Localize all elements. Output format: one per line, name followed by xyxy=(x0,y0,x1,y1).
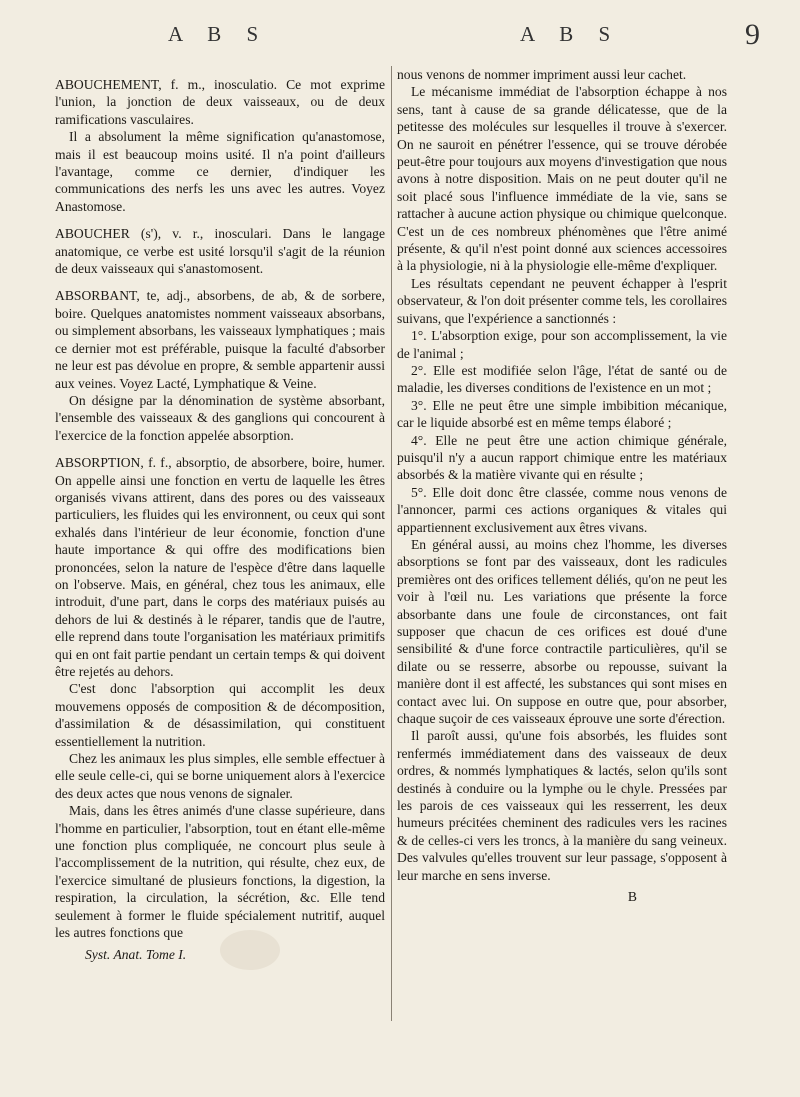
paragraph: En général aussi, au moins chez l'homme, les diverses absorptions se font par des vaisseaux, dont les radicules premières ont des orifices tellement déliés, qu'on ne peut les voir à l'œil nu. Les variations que présente la force absorbante dans une foule de circonstances, ont fait supposer que chacun de ces orifices est doué d'une sensibilité & d'une force contractile particulières, qu'il se dilate ou se resserre, absorbe ou repousse, suivant la manière dont il est affecté, les substances qui sont mises en contact avec lui. On suppose en outre que, pour absorber, chaque suçoir de ces vaisseaux éprouve une sorte d'érection. xyxy=(397,536,727,727)
paragraph: 3°. Elle ne peut être une simple imbibition mécanique, car le liquide absorbé est en même temps élaboré ; xyxy=(397,397,727,431)
dictionary-entry: ABSORPTION, f. f., absorptio, de absorbere, boire, humer. On appelle ainsi une fonction en vertu de laquelle les êtres organisés vivans attirent, dans des pores ou des vaisseaux particuliers, les fluides qui les environnent, ou ceux qui sont exhalés dans l'intérieur de leur économie, fonction d'une haute importance & qui offre des modifications bien prononcées, selon la nature de l'espèce d'être dans laquelle on l'observe. Mais, en général, chez tous les animaux, elle introduit, d'une part, dans le corps des matériaux puisés au dehors de lui & destinés à le réparer, tandis que de l'autre, elle reprend dans toute l'organisation les matériaux primitifs qui en ont fait partie pendant un certain temps & qui doivent être rejetés au dehors. xyxy=(55,455,385,679)
paragraph: Le mécanisme immédiat de l'absorption échappe à nos sens, tant à cause de sa grande délicatesse, que de la petitesse des molécules sur lesquelles il trouve à s'exercer. On ne sauroit en pénétrer l'essence, qui se trouve dérobée peut-être pour toujours aux moyens d'investigation que nous avons à notre disposition. Mais on ne peut douter qu'il ne soit placé sous l'influence immédiate de la vie, sans se rattacher à aucune action physique ou chimique quelconque. C'est un de ces nombreux phénomènes que l'être animé présente, & qu'il n'est point donné aux sciences accessoires à la physiologie, ni à la physiologie elle-même d'expliquer. xyxy=(397,84,727,274)
paragraph: On désigne par la dénomination de système absorbant, l'ensemble des vaisseaux & des ganglions qui concourent à l'exercice de la fonction appelée absorption. xyxy=(55,392,385,443)
paragraph: Mais, dans les êtres animés d'une classe supérieure, dans l'homme en particulier, l'absorption, tout en étant elle-même une fonction plus compliquée, ne concourt plus seule à l'accomplissement de la nutrition, qui résulte, chez eux, de l'exercice simultané de plusieurs fonctions, la digestion, la respiration, la circulation, la sécrétion, &c. Elle tend seulement à former le fluide spécialement nutritif, auquel les autres fonctions que xyxy=(55,803,385,941)
paragraph: Il a absolument la même signification qu'anastomose, mais il est beaucoup moins usité. Il n'a point d'ailleurs l'avantage, comme ce dernier, d'indiquer les communications des nerfs les uns avec les autres. Voyez Anastomose. xyxy=(55,129,385,214)
paragraph: C'est donc l'absorption qui accomplit les deux mouvemens opposés de composition & de décomposition, d'assimilation & de désassimilation, qui constituent essentiellement la nutrition. xyxy=(55,681,385,749)
column-rule xyxy=(391,66,392,1021)
running-head-left: A B S xyxy=(168,22,269,46)
paragraph: 4°. Elle ne peut être une action chimique générale, puisqu'il n'y a aucun rapport chimique entre les matériaux absorbés & la matière vivante qui en résulte ; xyxy=(397,432,727,483)
paragraph: Il paroît aussi, qu'une fois absorbés, les fluides sont renfermés immédiatement dans des vaisseaux de deux ordres, & nommés lymphatiques & lactés, selon qu'ils sont destinés à conduire ou la lymphe ou le chyle. Pressées par les parois de ces vaisseaux qui les resserrent, les deux humeurs précitées cheminent des radicules vers les racines & de celles-ci vers les troncs, à la manière du sang veineux. Des valvules qu'elles trouvent sur leur passage, s'opposent à leur marche en sens inverse. xyxy=(397,728,727,883)
dictionary-entry: ABOUCHEMENT, f. m., inosculatio. Ce mot exprime l'union, la jonction de deux vaisseaux, ou de deux ramifications vasculaires. xyxy=(55,77,385,127)
right-column xyxy=(397,66,727,906)
dictionary-entry: ABOUCHER (s'), v. r., inosculari. Dans le langage anatomique, ce verbe est usité lorsqu'il s'agit de la réunion de deux vaisseaux qui s'anastomosent. xyxy=(55,226,385,277)
signature-mark: Syst. Anat. Tome I. xyxy=(85,946,187,962)
left-column xyxy=(55,66,385,963)
paragraph: 1°. L'absorption exige, pour son accomplissement, la vie de l'animal ; xyxy=(397,328,727,361)
paragraph: 5°. Elle doit donc être classée, comme nous venons de l'annoncer, parmi ces actions organiques & vitales qui appartiennent exclusivement aux êtres vivans. xyxy=(397,484,727,535)
paragraph: Chez les animaux les plus simples, elle semble effectuer à elle seule celle-ci, qui se borne uniquement alors à l'exercice des deux actes que nous venons de signaler. xyxy=(55,751,385,801)
continued-paragraph: nous venons de nommer impriment aussi leur cachet. xyxy=(397,67,687,82)
paragraph: Les résultats cependant ne peuvent échapper à l'esprit observateur, & l'on doit présenter comme tels, les corollaires suivans, que l'expérience a sanctionnés : xyxy=(397,275,727,326)
signature-mark: B xyxy=(627,889,637,905)
dictionary-entry: ABSORBANT, te, adj., absorbens, de ab, & de sorbere, boire. Quelques anatomistes nomment vaisseaux absorbans, ou simplement absorbans, les vaisseaux lymphatiques ; mais ce dernier mot est préférable, puisque la faculté d'absorber ne leur est pas dévolue en propre, & semble appartenir aussi aux veines. Voyez Lacté, Lymphatique & Veine. xyxy=(55,288,385,391)
page-number: 9 xyxy=(745,18,760,51)
running-head-right: A B S xyxy=(520,22,621,46)
paragraph: 2°. Elle est modifiée selon l'âge, l'état de santé ou de maladie, les diverses conditions de l'existence en un mot ; xyxy=(397,362,727,396)
